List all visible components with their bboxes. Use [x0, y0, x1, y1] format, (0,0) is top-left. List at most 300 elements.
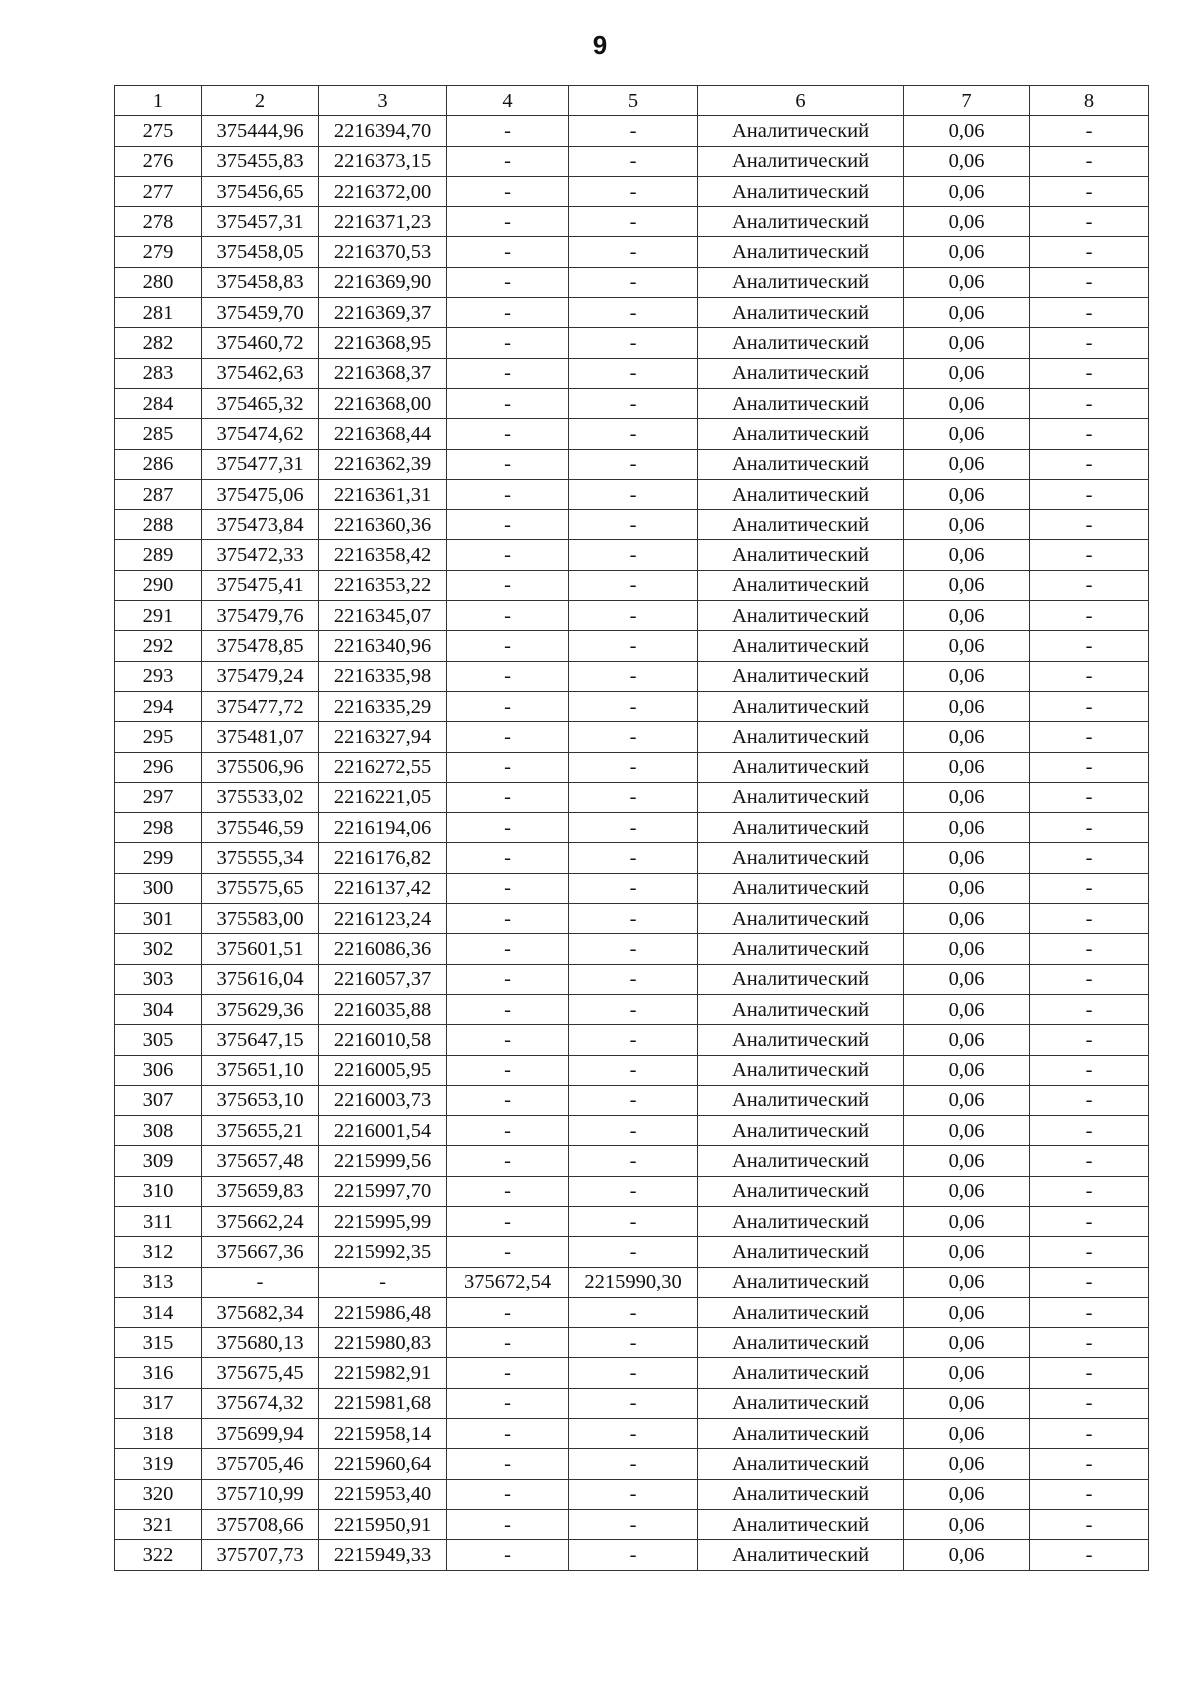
table-cell: -: [447, 1116, 569, 1146]
table-cell: 375575,65: [202, 873, 319, 903]
table-cell: 375546,59: [202, 813, 319, 843]
table-cell: -: [1030, 237, 1149, 267]
table-cell: 0,06: [904, 994, 1030, 1024]
table-row: [115, 782, 1149, 812]
table-cell: -: [1030, 1237, 1149, 1267]
table-cell: 375481,07: [202, 722, 319, 752]
table-cell: 375479,24: [202, 661, 319, 691]
table-cell: -: [447, 176, 569, 206]
table-cell: 2215949,33: [319, 1540, 447, 1570]
table-cell: 321: [115, 1509, 202, 1539]
table-row: [115, 1449, 1149, 1479]
table-cell: -: [569, 722, 698, 752]
table-cell: 285: [115, 419, 202, 449]
table-cell: -: [1030, 1358, 1149, 1388]
table-cell: -: [569, 1055, 698, 1085]
table-cell: Аналитический: [698, 570, 904, 600]
table-cell: -: [1030, 1116, 1149, 1146]
table-cell: 0,06: [904, 570, 1030, 600]
table-cell: 2216137,42: [319, 873, 447, 903]
table-cell: 299: [115, 843, 202, 873]
table-cell: -: [569, 752, 698, 782]
table-cell: -: [1030, 873, 1149, 903]
table-cell: -: [569, 1116, 698, 1146]
table-cell: -: [447, 419, 569, 449]
table-cell: -: [1030, 661, 1149, 691]
table-cell: -: [1030, 843, 1149, 873]
table-row: [115, 116, 1149, 146]
table-cell: -: [569, 298, 698, 328]
table-cell: -: [569, 1206, 698, 1236]
table-cell: 304: [115, 994, 202, 1024]
table-cell: 375477,72: [202, 691, 319, 721]
table-cell: -: [447, 873, 569, 903]
table-cell: 0,06: [904, 1358, 1030, 1388]
table-cell: -: [447, 449, 569, 479]
column-header: 4: [447, 86, 569, 116]
table-cell: 0,06: [904, 964, 1030, 994]
table-cell: -: [447, 752, 569, 782]
table-cell: -: [447, 843, 569, 873]
table-cell: 375651,10: [202, 1055, 319, 1085]
table-cell: 375674,32: [202, 1388, 319, 1418]
table-row: [115, 146, 1149, 176]
table-cell: 0,06: [904, 1055, 1030, 1085]
table-cell: 0,06: [904, 1176, 1030, 1206]
column-header: 1: [115, 86, 202, 116]
table-cell: 375655,21: [202, 1116, 319, 1146]
table-cell: 2215997,70: [319, 1176, 447, 1206]
table-row: [115, 237, 1149, 267]
table-cell: 375457,31: [202, 207, 319, 237]
table-cell: 375710,99: [202, 1479, 319, 1509]
table-cell: -: [569, 631, 698, 661]
table-cell: -: [447, 813, 569, 843]
table-cell: -: [1030, 1449, 1149, 1479]
table-cell: 0,06: [904, 813, 1030, 843]
table-row: [115, 419, 1149, 449]
table-cell: -: [569, 419, 698, 449]
table-cell: -: [569, 661, 698, 691]
table-cell: -: [447, 994, 569, 1024]
table-cell: 0,06: [904, 1085, 1030, 1115]
table-cell: Аналитический: [698, 267, 904, 297]
table-row: [115, 1085, 1149, 1115]
table-cell: -: [319, 1267, 447, 1297]
table-cell: 2216368,37: [319, 358, 447, 388]
table-cell: 2216369,90: [319, 267, 447, 297]
table-row: [115, 904, 1149, 934]
column-header: 5: [569, 86, 698, 116]
table-row: [115, 358, 1149, 388]
table-cell: -: [1030, 1540, 1149, 1570]
table-row: [115, 843, 1149, 873]
table-cell: -: [447, 237, 569, 267]
table-cell: 2215953,40: [319, 1479, 447, 1509]
table-cell: 375473,84: [202, 510, 319, 540]
table-cell: 2216194,06: [319, 813, 447, 843]
table-cell: 307: [115, 1085, 202, 1115]
table-cell: 375474,62: [202, 419, 319, 449]
table-cell: -: [1030, 116, 1149, 146]
table-row: [115, 328, 1149, 358]
table-cell: -: [447, 782, 569, 812]
table-cell: Аналитический: [698, 449, 904, 479]
table-cell: Аналитический: [698, 1176, 904, 1206]
table-cell: -: [569, 479, 698, 509]
table-cell: -: [1030, 510, 1149, 540]
table-cell: -: [1030, 388, 1149, 418]
table-cell: 375455,83: [202, 146, 319, 176]
column-header: 8: [1030, 86, 1149, 116]
table-header: [115, 86, 1149, 116]
table-cell: 2215960,64: [319, 1449, 447, 1479]
column-header: 7: [904, 86, 1030, 116]
table-cell: -: [447, 601, 569, 631]
table-cell: -: [1030, 1419, 1149, 1449]
table-cell: 2216369,37: [319, 298, 447, 328]
table-cell: 0,06: [904, 843, 1030, 873]
table-cell: -: [1030, 994, 1149, 1024]
table-cell: Аналитический: [698, 1328, 904, 1358]
table-cell: -: [447, 1206, 569, 1236]
table-cell: -: [447, 1085, 569, 1115]
table-cell: 2215999,56: [319, 1146, 447, 1176]
table-cell: -: [1030, 176, 1149, 206]
table-cell: 2216362,39: [319, 449, 447, 479]
table-cell: 2216335,29: [319, 691, 447, 721]
table-cell: Аналитический: [698, 1025, 904, 1055]
table-cell: 2216272,55: [319, 752, 447, 782]
table-cell: 286: [115, 449, 202, 479]
table-cell: 300: [115, 873, 202, 903]
table-cell: -: [569, 1540, 698, 1570]
table-cell: 0,06: [904, 146, 1030, 176]
table-row: [115, 1328, 1149, 1358]
table-cell: 375699,94: [202, 1419, 319, 1449]
table-cell: -: [569, 358, 698, 388]
table-cell: -: [569, 1509, 698, 1539]
table-cell: 313: [115, 1267, 202, 1297]
table-cell: -: [447, 1509, 569, 1539]
table-cell: 0,06: [904, 661, 1030, 691]
table-cell: -: [447, 267, 569, 297]
table-cell: Аналитический: [698, 1388, 904, 1418]
table-cell: -: [569, 267, 698, 297]
table-row: [115, 388, 1149, 418]
table-cell: 2216057,37: [319, 964, 447, 994]
table-cell: 375672,54: [447, 1267, 569, 1297]
table-cell: 0,06: [904, 752, 1030, 782]
table-cell: 2216353,22: [319, 570, 447, 600]
table-cell: Аналитический: [698, 813, 904, 843]
table-cell: 0,06: [904, 873, 1030, 903]
table-cell: -: [569, 843, 698, 873]
table-cell: -: [569, 601, 698, 631]
table-cell: 278: [115, 207, 202, 237]
table-cell: -: [569, 1297, 698, 1327]
table-cell: 375657,48: [202, 1146, 319, 1176]
table-cell: 283: [115, 358, 202, 388]
table-cell: 0,06: [904, 904, 1030, 934]
table-row: [115, 1388, 1149, 1418]
table-cell: -: [1030, 934, 1149, 964]
table-cell: 375647,15: [202, 1025, 319, 1055]
table-cell: 2216005,95: [319, 1055, 447, 1085]
table-row: [115, 298, 1149, 328]
table-cell: 375682,34: [202, 1297, 319, 1327]
table-cell: 2216123,24: [319, 904, 447, 934]
table-cell: 308: [115, 1116, 202, 1146]
table-cell: -: [1030, 1025, 1149, 1055]
table-cell: Аналитический: [698, 661, 904, 691]
table-cell: 0,06: [904, 1025, 1030, 1055]
table-body: [115, 116, 1149, 1570]
column-header: 2: [202, 86, 319, 116]
table-cell: 375458,83: [202, 267, 319, 297]
table-cell: 0,06: [904, 298, 1030, 328]
table-cell: 0,06: [904, 267, 1030, 297]
table-cell: Аналитический: [698, 207, 904, 237]
table-cell: -: [569, 1358, 698, 1388]
table-cell: 2216327,94: [319, 722, 447, 752]
table-cell: -: [447, 1358, 569, 1388]
table-cell: 375458,05: [202, 237, 319, 267]
table-cell: 303: [115, 964, 202, 994]
table-cell: Аналитический: [698, 964, 904, 994]
table-cell: 2216001,54: [319, 1116, 447, 1146]
table-cell: 0,06: [904, 207, 1030, 237]
table-row: [115, 691, 1149, 721]
table-cell: 310: [115, 1176, 202, 1206]
table-cell: 2216368,00: [319, 388, 447, 418]
table-cell: 296: [115, 752, 202, 782]
table-cell: -: [569, 388, 698, 418]
page-number: 9: [592, 30, 608, 60]
table-cell: 0,06: [904, 1388, 1030, 1418]
table-cell: -: [569, 1479, 698, 1509]
table-cell: 375459,70: [202, 298, 319, 328]
table-cell: 375705,46: [202, 1449, 319, 1479]
table-cell: Аналитический: [698, 904, 904, 934]
table-cell: 375662,24: [202, 1206, 319, 1236]
table-cell: Аналитический: [698, 1358, 904, 1388]
table-cell: 0,06: [904, 1146, 1030, 1176]
table-cell: 375456,65: [202, 176, 319, 206]
table-cell: Аналитический: [698, 1509, 904, 1539]
table-cell: Аналитический: [698, 934, 904, 964]
table-cell: 375478,85: [202, 631, 319, 661]
table-cell: 309: [115, 1146, 202, 1176]
table-cell: 375680,13: [202, 1328, 319, 1358]
table-cell: 0,06: [904, 328, 1030, 358]
table-cell: 293: [115, 661, 202, 691]
table-cell: 0,06: [904, 1540, 1030, 1570]
table-cell: -: [1030, 1509, 1149, 1539]
table-cell: 2216361,31: [319, 479, 447, 509]
table-cell: 312: [115, 1237, 202, 1267]
table-cell: -: [569, 1388, 698, 1418]
table-cell: Аналитический: [698, 237, 904, 267]
table-cell: -: [1030, 267, 1149, 297]
table-cell: 284: [115, 388, 202, 418]
table-cell: 375479,76: [202, 601, 319, 631]
table-cell: -: [1030, 1206, 1149, 1236]
table-cell: -: [1030, 813, 1149, 843]
table-cell: 0,06: [904, 510, 1030, 540]
table-cell: 2215992,35: [319, 1237, 447, 1267]
table-cell: 375616,04: [202, 964, 319, 994]
table-row: [115, 631, 1149, 661]
table-cell: Аналитический: [698, 691, 904, 721]
table-cell: Аналитический: [698, 419, 904, 449]
table-cell: Аналитический: [698, 1206, 904, 1236]
table-cell: 0,06: [904, 601, 1030, 631]
table-row: [115, 601, 1149, 631]
table-cell: 2215958,14: [319, 1419, 447, 1449]
table-cell: 375583,00: [202, 904, 319, 934]
table-cell: -: [569, 328, 698, 358]
table-row: [115, 1297, 1149, 1327]
table-cell: -: [447, 1388, 569, 1418]
table-cell: -: [447, 358, 569, 388]
table-cell: 2216373,15: [319, 146, 447, 176]
table-cell: 0,06: [904, 631, 1030, 661]
table-row: [115, 1540, 1149, 1570]
table-row: [115, 540, 1149, 570]
table-cell: -: [1030, 964, 1149, 994]
table-cell: -: [569, 1237, 698, 1267]
table-cell: -: [1030, 1297, 1149, 1327]
table-cell: -: [569, 1176, 698, 1206]
table-cell: -: [1030, 631, 1149, 661]
table-row: [115, 1025, 1149, 1055]
table-cell: Аналитический: [698, 722, 904, 752]
table-cell: -: [1030, 358, 1149, 388]
table-cell: 0,06: [904, 1206, 1030, 1236]
table-cell: -: [447, 1297, 569, 1327]
table-cell: 0,06: [904, 237, 1030, 267]
table-cell: 2215990,30: [569, 1267, 698, 1297]
table-cell: Аналитический: [698, 1055, 904, 1085]
table-cell: 281: [115, 298, 202, 328]
column-header: 3: [319, 86, 447, 116]
table-row: [115, 813, 1149, 843]
table-cell: -: [1030, 540, 1149, 570]
table-cell: 302: [115, 934, 202, 964]
table-cell: 375465,32: [202, 388, 319, 418]
table-cell: Аналитический: [698, 994, 904, 1024]
table-row: [115, 1509, 1149, 1539]
table-cell: Аналитический: [698, 1540, 904, 1570]
table-cell: 0,06: [904, 722, 1030, 752]
table-cell: -: [447, 207, 569, 237]
table-cell: Аналитический: [698, 146, 904, 176]
table-cell: Аналитический: [698, 116, 904, 146]
table-cell: 0,06: [904, 419, 1030, 449]
table-cell: -: [569, 1328, 698, 1358]
table-cell: 288: [115, 510, 202, 540]
table-cell: Аналитический: [698, 1297, 904, 1327]
table-cell: 2215981,68: [319, 1388, 447, 1418]
table-cell: Аналитический: [698, 601, 904, 631]
table-cell: 2216358,42: [319, 540, 447, 570]
table-cell: -: [569, 994, 698, 1024]
table-cell: 282: [115, 328, 202, 358]
table-row: [115, 1237, 1149, 1267]
table-cell: 276: [115, 146, 202, 176]
table-row: [115, 1358, 1149, 1388]
table-cell: 2216372,00: [319, 176, 447, 206]
table-cell: -: [447, 722, 569, 752]
table-cell: 2216010,58: [319, 1025, 447, 1055]
table-cell: -: [569, 873, 698, 903]
table-cell: 298: [115, 813, 202, 843]
table-cell: -: [569, 116, 698, 146]
table-cell: -: [1030, 1176, 1149, 1206]
table-cell: Аналитический: [698, 1267, 904, 1297]
table-cell: Аналитический: [698, 1085, 904, 1115]
table-cell: 292: [115, 631, 202, 661]
table-cell: -: [569, 1146, 698, 1176]
table-cell: Аналитический: [698, 1449, 904, 1479]
table-cell: Аналитический: [698, 1479, 904, 1509]
table-cell: 305: [115, 1025, 202, 1055]
table-cell: -: [569, 510, 698, 540]
table-cell: 375629,36: [202, 994, 319, 1024]
table-row: [115, 964, 1149, 994]
table-cell: -: [569, 782, 698, 812]
table-cell: Аналитический: [698, 752, 904, 782]
table-cell: 289: [115, 540, 202, 570]
table-cell: 0,06: [904, 176, 1030, 206]
table-row: [115, 176, 1149, 206]
table-cell: 290: [115, 570, 202, 600]
table-row: [115, 1146, 1149, 1176]
table-cell: 375475,41: [202, 570, 319, 600]
table-cell: -: [1030, 570, 1149, 600]
table-cell: -: [447, 116, 569, 146]
table-cell: 2216368,44: [319, 419, 447, 449]
table-row: [115, 722, 1149, 752]
table-cell: 318: [115, 1419, 202, 1449]
table-row: [115, 661, 1149, 691]
table-cell: -: [1030, 1055, 1149, 1085]
table-cell: Аналитический: [698, 328, 904, 358]
column-header: 6: [698, 86, 904, 116]
table-cell: -: [447, 1328, 569, 1358]
table-cell: 295: [115, 722, 202, 752]
table-header-row: [115, 86, 1149, 116]
table-cell: 0,06: [904, 1237, 1030, 1267]
table-cell: 0,06: [904, 1509, 1030, 1539]
table-cell: -: [1030, 479, 1149, 509]
table-cell: -: [447, 388, 569, 418]
table-row: [115, 1479, 1149, 1509]
table-cell: -: [569, 207, 698, 237]
table-cell: 0,06: [904, 388, 1030, 418]
table-cell: 2216176,82: [319, 843, 447, 873]
table-cell: 375667,36: [202, 1237, 319, 1267]
table-cell: Аналитический: [698, 479, 904, 509]
coordinates-table: [114, 85, 1149, 1571]
table-cell: 301: [115, 904, 202, 934]
table-cell: -: [569, 1419, 698, 1449]
table-cell: 2215950,91: [319, 1509, 447, 1539]
table-cell: -: [1030, 1328, 1149, 1358]
table-row: [115, 1176, 1149, 1206]
table-row: [115, 449, 1149, 479]
